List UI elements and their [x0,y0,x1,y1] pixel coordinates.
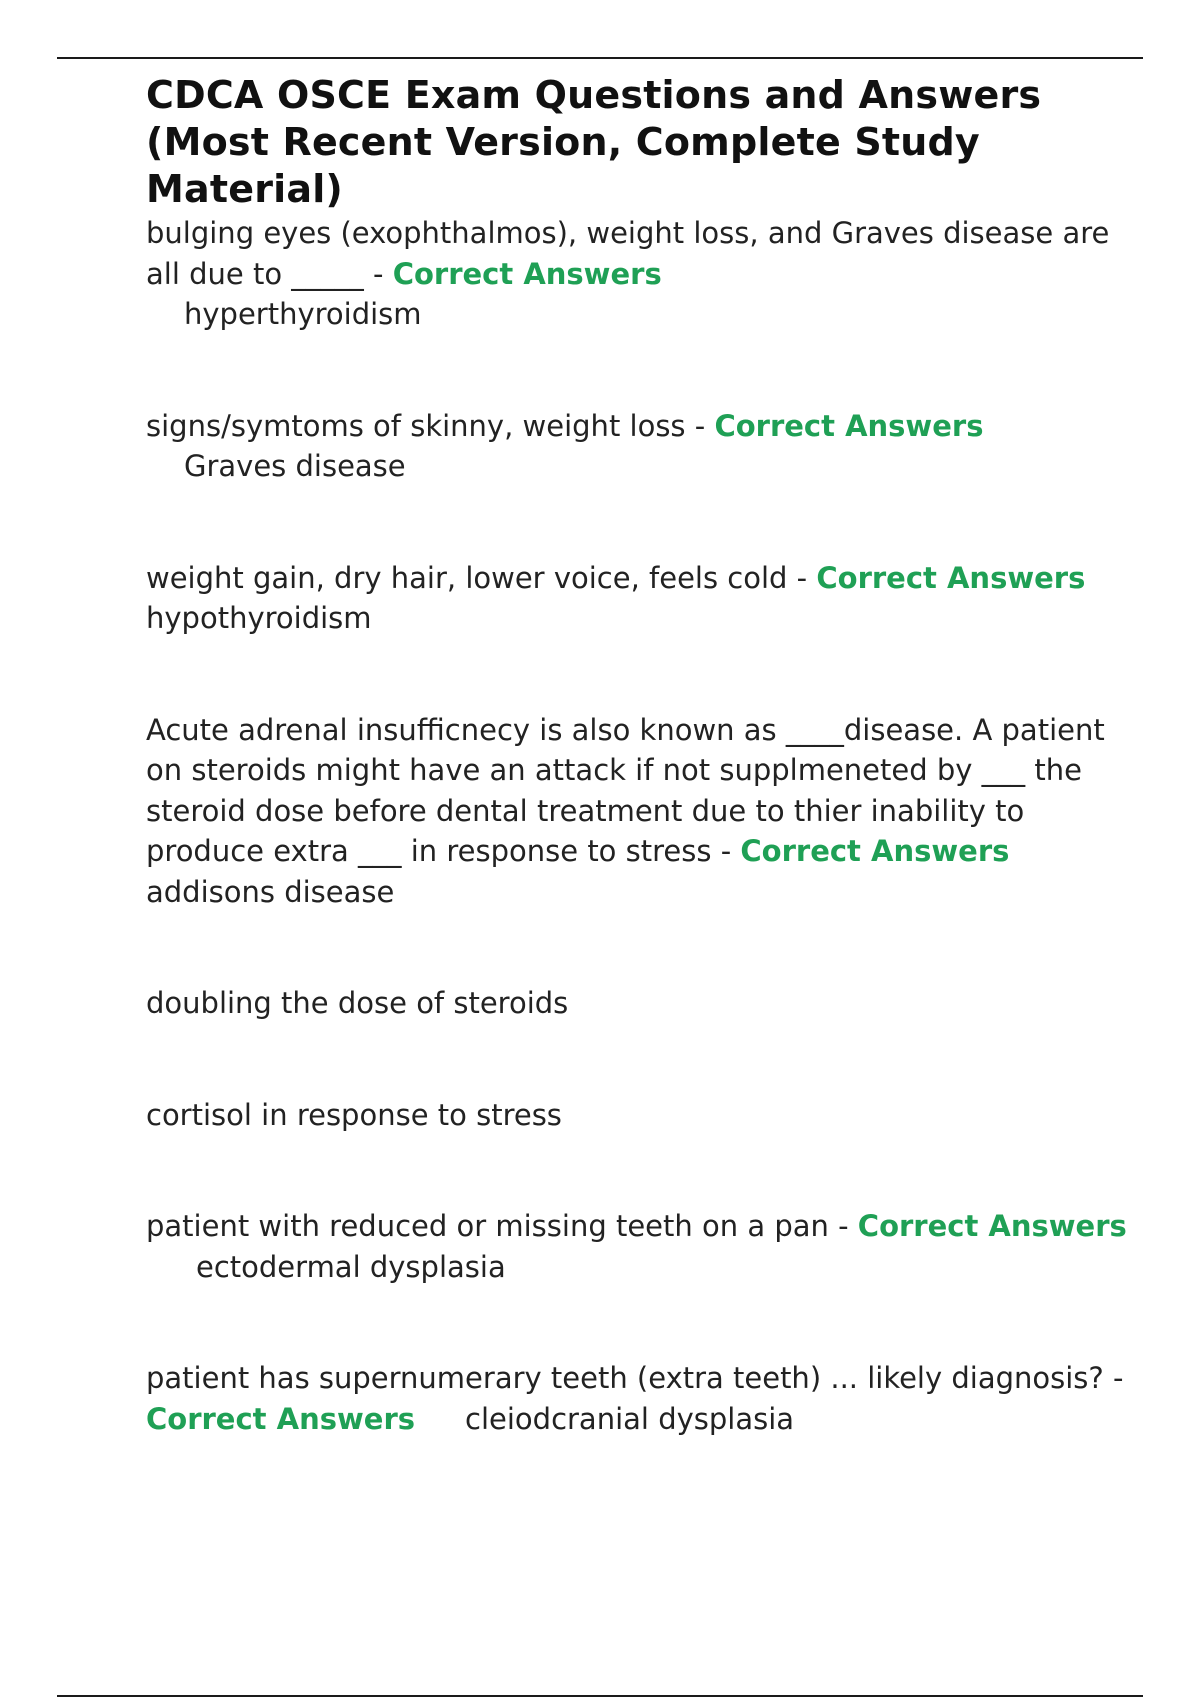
top-rule [57,57,1143,59]
answer-text: Graves disease [184,449,406,483]
separator: - [711,834,741,868]
qa-item [146,1206,1146,1287]
document-title: CDCA OSCE Exam Questions and Answers (Most Recent Version, Complete Study Material) [146,73,1042,211]
answer-text: cleiodcranial dysplasia [465,1401,795,1436]
question-text: patient with reduced or missing teeth on a pan [146,1209,829,1243]
correct-answers-label: Correct Answers [714,408,984,443]
correct-answers-label: Correct Answers [740,834,1010,868]
answer-text: ectodermal dysplasia [196,1249,506,1284]
question-text: signs/symtoms of skinny, weight loss [146,408,686,443]
correct-answers-label: Correct Answers [392,256,662,291]
bottom-rule [57,1695,1143,1697]
correct-answers-label: Correct Answers [857,1209,1127,1243]
separator: - [1103,1361,1133,1395]
question-text: Acute adrenal insufficnecy is also known as ____disease. A patient on steroids might have an attack if not supplmeneted by ___ the steroid dose before dental treatment due to thier inability to produce extra ___ in response to stress [146,712,1114,868]
qa-item [146,558,1146,639]
separator: - [828,1209,858,1243]
document-body [146,72,1146,1439]
answer-text: addisons disease [146,874,395,909]
qa-item [146,406,1146,487]
answer-text: hypothyroidism [146,601,372,635]
answer-continuation: doubling the dose of steroids [146,986,569,1020]
question-text: bulging eyes (exophthalmos), weight loss, and Graves disease are all due to _____ [146,216,1119,291]
separator: - [685,408,715,443]
correct-answers-label: Correct Answers [816,560,1086,595]
answer-continuation: cortisol in response to stress [146,1097,562,1132]
correct-answers-label: Correct Answers [146,1401,416,1436]
question-text: patient has supernumerary teeth (extra teeth) ... likely diagnosis? [146,1361,1104,1395]
qa-item [146,213,1146,335]
qa-item [146,1358,1146,1439]
question-text: weight gain, dry hair, lower voice, feels cold [146,560,788,595]
answer-text: hyperthyroidism [184,297,422,331]
qa-item [146,710,1146,913]
separator: - [787,560,817,595]
separator: - [363,256,393,291]
